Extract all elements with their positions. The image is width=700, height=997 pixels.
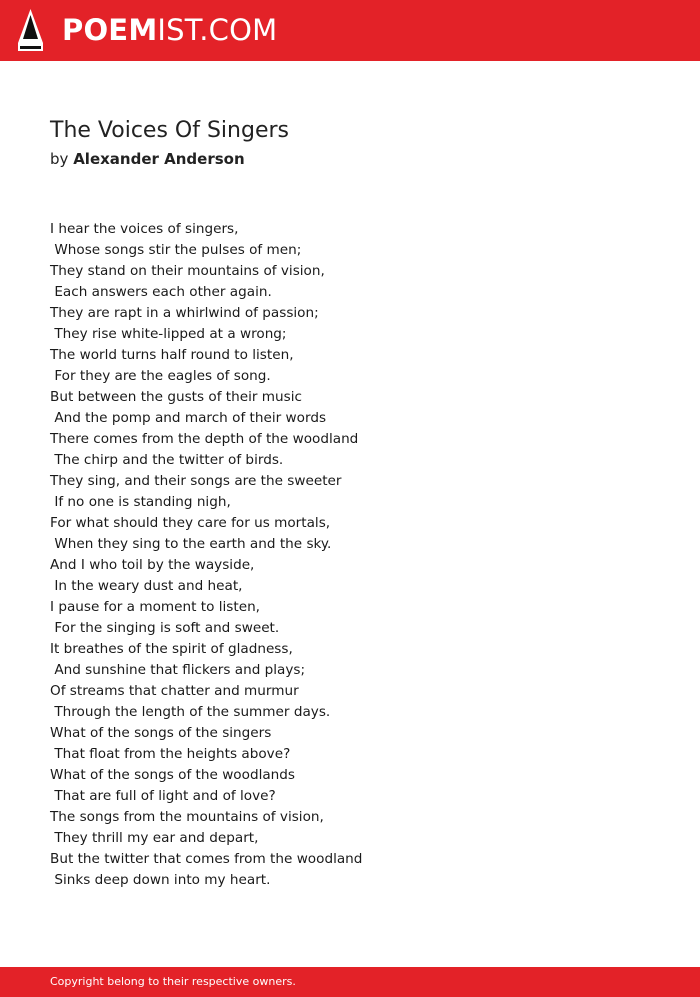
copyright-text: Copyright belong to their respective owners. — [50, 975, 296, 988]
site-footer — [0, 967, 700, 997]
poem-line: And the pomp and march of their words — [50, 410, 327, 426]
site-logo[interactable] — [62, 12, 277, 48]
poem-line: For the singing is soft and sweet. — [50, 620, 280, 636]
poem-title: The Voices Of Singers — [50, 118, 289, 143]
poem-line: They stand on their mountains of vision, — [50, 263, 325, 279]
poem-line: The chirp and the twitter of birds. — [50, 452, 284, 468]
poem-line: For what should they care for us mortals, — [50, 515, 331, 531]
poem-body — [50, 219, 362, 891]
poem-line: They thrill my ear and depart, — [50, 830, 259, 846]
poem-line: That float from the heights above? — [50, 746, 291, 762]
poem-line: When they sing to the earth and the sky. — [50, 536, 332, 552]
logo-text-light: IST.COM — [157, 13, 278, 47]
author-name: Alexander Anderson — [73, 150, 245, 168]
poem-line: There comes from the depth of the woodland — [50, 431, 359, 447]
poem-line: What of the songs of the woodlands — [50, 767, 296, 783]
poem-line: The songs from the mountains of vision, — [50, 809, 324, 825]
poem-line: Of streams that chatter and murmur — [50, 683, 299, 699]
poem-line: Each answers each other again. — [50, 284, 272, 300]
poem-line: And I who toil by the wayside, — [50, 557, 255, 573]
poem-line: Sinks deep down into my heart. — [50, 872, 271, 888]
poem-line: And sunshine that flickers and plays; — [50, 662, 306, 678]
poem-line: The world turns half round to listen, — [50, 347, 294, 363]
poem-line: They rise white-lipped at a wrong; — [50, 326, 287, 342]
poem-line: If no one is standing nigh, — [50, 494, 231, 510]
poem-line: What of the songs of the singers — [50, 725, 272, 741]
poem-line: Whose songs stir the pulses of men; — [50, 242, 302, 258]
poem-line: Through the length of the summer days. — [50, 704, 331, 720]
poem-line: That are full of light and of love? — [50, 788, 276, 804]
site-header — [0, 0, 700, 61]
poem-line: They are rapt in a whirlwind of passion; — [50, 305, 319, 321]
poem-line: I pause for a moment to listen, — [50, 599, 260, 615]
logo-text-bold: POEM — [62, 13, 158, 47]
poem-line: But the twitter that comes from the woodland — [50, 851, 363, 867]
pen-nib-icon — [18, 9, 43, 51]
poem-line: They sing, and their songs are the sweeter — [50, 473, 342, 489]
poem-line: But between the gusts of their music — [50, 389, 302, 405]
poem-line: It breathes of the spirit of gladness, — [50, 641, 293, 657]
poem-line: I hear the voices of singers, — [50, 221, 239, 237]
by-label: by — [50, 150, 69, 168]
byline — [50, 149, 245, 169]
poem-line: In the weary dust and heat, — [50, 578, 243, 594]
poem-line: For they are the eagles of song. — [50, 368, 271, 384]
